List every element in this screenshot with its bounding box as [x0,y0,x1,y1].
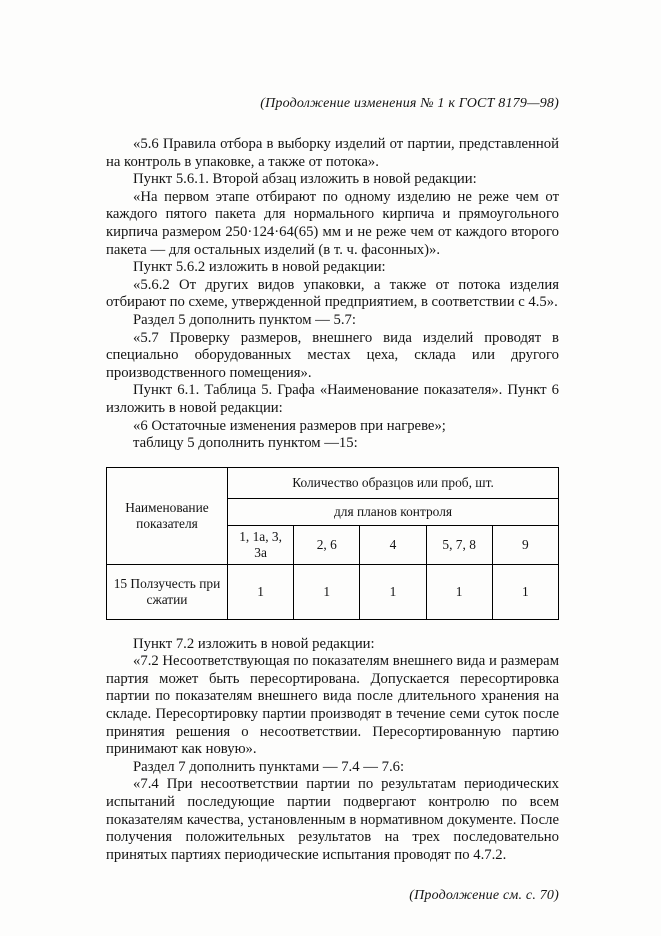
plan-column-header: 4 [360,525,426,564]
table-header-row [107,467,559,498]
paragraph: «5.7 Проверку размеров, внешнего вида изделий проводят в специально оборудованных местах цеха, склада или другого производственного помещения». [106,329,559,381]
plan-column-header: 2, 6 [294,525,360,564]
table-group-header: Количество образцов или проб, шт. [228,467,559,498]
table-row [107,564,559,619]
amendment-text-block-2 [106,636,559,865]
paragraph: Пункт 5.6.2 изложить в новой редакции: [133,259,386,276]
table-col-header-name: Наименование показателя [107,467,228,564]
paragraph: Пункт 7.2 изложить в новой редакции: [133,635,375,652]
paragraph: «7.4 При несоответствии партии по результатам периодических испытаний последующие партии подвергают контролю по всем показателям качества, установленным в нормативном документе. После получения положительных результатов на трех последовательно принятых партиях периодические испытания проводят по 4.7.2. [106,776,559,863]
paragraph: Раздел 5 дополнить пунктом — 5.7: [133,311,356,328]
paragraph: Пункт 5.6.1. Второй абзац изложить в новой редакции: [133,171,477,188]
table-cell-value: 1 [360,564,426,619]
table-5 [106,467,559,620]
page-header-title: (Продолжение изменения № 1 к ГОСТ 8179—98) [260,96,559,111]
amendment-text-block-1 [106,136,559,453]
table-cell-value: 1 [492,564,558,619]
spacer [106,453,559,455]
paragraph: «5.6 Правила отбора в выборку изделий от партии, представленной на контроль в упаковке, а также от потока». [106,136,559,170]
table-sub-header: для планов контроля [228,498,559,525]
paragraph: Раздел 7 дополнить пунктами — 7.4 — 7.6: [133,758,405,775]
paragraph: «6 Остаточные изменения размеров при нагреве»; [133,417,446,434]
paragraph: таблицу 5 дополнить пунктом —15: [133,435,358,452]
page-footer-continuation: (Продолжение см. с. 70) [409,888,559,904]
paragraph: «7.2 Несоответствующая по показателям внешнего вида и размерам партия может быть пересортирована. Допускается пересортировка партии по показателям внешнего вида после длительного хранения на складе. Пересортировку партии производят в течение семи суток после принятия решения о несоответствии. Пересортированную партию принимают как новую». [106,653,559,758]
plan-column-header: 1, 1а, 3, 3а [228,525,294,564]
table-cell-value: 1 [426,564,492,619]
table-row-name: 15 Ползучесть при сжатии [107,564,228,619]
plan-column-header: 5, 7, 8 [426,525,492,564]
plan-column-header: 9 [492,525,558,564]
table-cell-value: 1 [228,564,294,619]
paragraph: «На первом этапе отбирают по одному изделию не реже чем от каждого пятого пакета для нормального кирпича и прямоугольного кирпича размером 250·124·64(65) мм и не реже чем от каждого второго пакета — для остальных изделий (в т. ч. фасонных)». [106,188,559,258]
paragraph: Пункт 6.1. Таблица 5. Графа «Наименование показателя». Пункт 6 изложить в новой редакции: [106,382,559,416]
table-cell-value: 1 [294,564,360,619]
paragraph: «5.6.2 От других видов упаковки, а также от потока изделия отбирают по схеме, утвержденной предприятием, в соответствии с 4.5». [106,276,559,311]
